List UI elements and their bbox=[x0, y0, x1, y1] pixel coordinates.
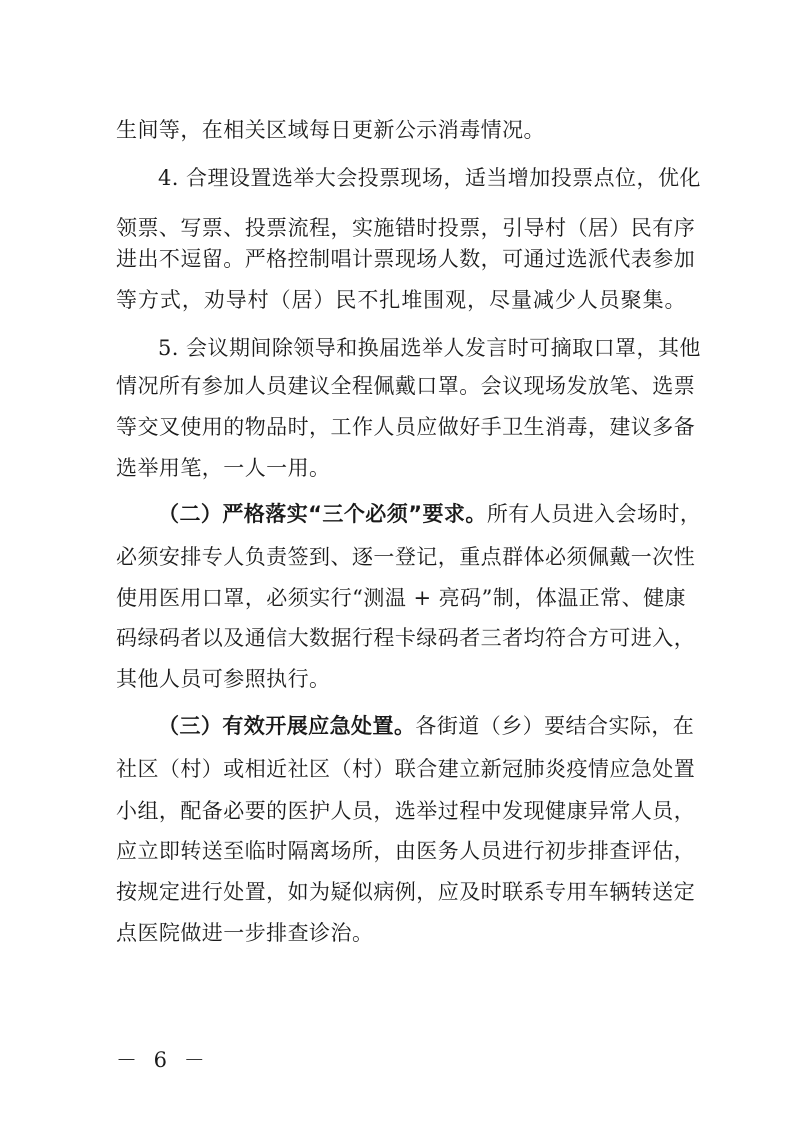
paragraph-line: 领票、写票、投票流程，实施错时投票，引导村（居）民有序 bbox=[116, 216, 696, 240]
paragraph-line: 等方式，劝导村（居）民不扎堆围观，尽量减少人员聚集。 bbox=[116, 288, 686, 312]
section-2-first-line bbox=[158, 500, 702, 528]
section-2-heading: （二）严格落实“三个必须”要求。 bbox=[158, 502, 487, 526]
section-3-first-line bbox=[158, 712, 695, 740]
paragraph-line: 使用医用口罩，必须实行“测温 + 亮码”制，体温正常、健康 bbox=[116, 586, 686, 610]
paragraph-line: 点医院做进一步排查诊治。 bbox=[116, 921, 374, 945]
paragraph-line: 5. 会议期间除领导和换届选举人发言时可摘取口罩，其他 bbox=[158, 336, 701, 360]
paragraph-line: 按规定进行处置，如为疑似病例，应及时联系专用车辆转送定 bbox=[116, 880, 696, 904]
paragraph-line: 4. 合理设置选举大会投票现场，适当增加投票点位，优化 bbox=[158, 166, 701, 190]
paragraph-line: 必须安排专人负责签到、逐一登记，重点群体必须佩戴一次性 bbox=[116, 545, 696, 569]
paragraph-line: 进出不逗留。严格控制唱计票现场人数，可通过选派代表参加 bbox=[116, 247, 696, 271]
page-number: － 6 － bbox=[116, 1048, 210, 1072]
paragraph-line: 社区（村）或相近社区（村）联合建立新冠肺炎疫情应急处置 bbox=[116, 757, 696, 781]
section-3-text: 各街道（乡）要结合实际，在 bbox=[415, 714, 695, 738]
section-3-heading: （三）有效开展应急处置。 bbox=[158, 714, 416, 738]
paragraph-line: 小组，配备必要的医护人员，选举过程中发现健康异常人员， bbox=[116, 799, 696, 823]
paragraph-line: 应立即转送至临时隔离场所，由医务人员进行初步排查评估， bbox=[116, 839, 696, 863]
paragraph-line: 码绿码者以及通信大数据行程卡绿码者三者均符合方可进入， bbox=[116, 626, 696, 650]
paragraph-line: 其他人员可参照执行。 bbox=[116, 667, 331, 691]
paragraph-line: 选举用笔，一人一用。 bbox=[116, 456, 331, 480]
paragraph-line: 生间等，在相关区域每日更新公示消毒情况。 bbox=[116, 118, 545, 142]
section-2-text: 所有人员进入会场时， bbox=[486, 502, 702, 526]
paragraph-line: 情况所有参加人员建议全程佩戴口罩。会议现场发放笔、选票 bbox=[116, 374, 696, 398]
paragraph-line: 等交叉使用的物品时，工作人员应做好手卫生消毒，建议多备 bbox=[116, 415, 696, 439]
